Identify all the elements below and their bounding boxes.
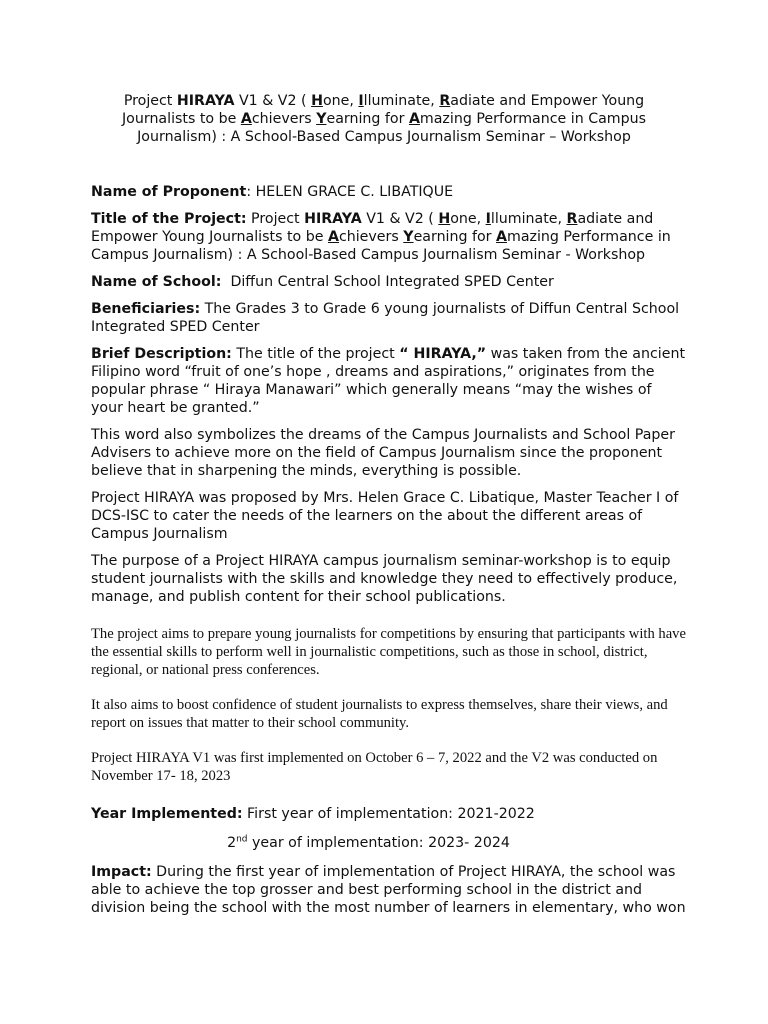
paragraph-aims: The project aims to prepare young journalists for competitions by ensuring that participants with have the essential skills to perform well in journalistic competitions, such as those in school, district, regional, or national press conferences.: [91, 626, 686, 678]
paragraph-symbolizes: This word also symbolizes the dreams of the Campus Journalists and School Paper Advisers to achieve more on the field of Campus Journalism since the proponent believe that in sharpening the minds, everything is possible.: [91, 427, 675, 479]
impact-value: During the first year of implementation of Project HIRAYA, the school was able to achieve the top grosser and best performing school in the district and division being the school with the most number of learners in elementary, who won: [91, 864, 686, 916]
year-implemented-label: Year Implemented:: [91, 806, 243, 822]
project-title-label: Title of the Project:: [91, 211, 247, 227]
proponent-value: : HELEN GRACE C. LIBATIQUE: [246, 184, 454, 200]
description-label: Brief Description:: [91, 346, 232, 362]
year-implemented-line: [91, 805, 686, 823]
school-value: Diffun Central School Integrated SPED Center: [221, 274, 554, 290]
proponent-label: Name of Proponent: [91, 184, 247, 200]
paragraph-implementation-dates: Project HIRAYA V1 was first implemented on October 6 – 7, 2022 and the V2 was conducted on November 17- 18, 2023: [91, 750, 658, 784]
paragraph-proposed: Project HIRAYA was proposed by Mrs. Helen Grace C. Libatique, Master Teacher I of DCS-ISC to cater the needs of the learners on the about the different areas of Campus Journalism: [91, 490, 679, 542]
document-title: Project HIRAYA V1 & V2 ( Hone, Illuminate, Radiate and Empower Young Journalists to be Achievers Yearning for Amazing Performance in Campus Journalism) : A School-Based Campus Journalism Seminar – Workshop: [122, 93, 646, 145]
impact-paragraph: [91, 863, 686, 917]
year-first: First year of implementation: 2021-2022: [242, 806, 535, 822]
beneficiaries-line: [91, 300, 686, 336]
paragraph-confidence: It also aims to boost confidence of student journalists to express themselves, share their views, and report on issues that matter to their school community.: [91, 697, 668, 731]
document-body: [91, 183, 686, 917]
school-line: [91, 273, 686, 291]
project-title-line: Title of the Project: Project HIRAYA V1 & V2 ( Hone, Illuminate, Radiate and Empower Young Journalists to be Achievers Yearning for Amazing Performance in Campus Journalism) : A School-Based Campus Journalism Seminar - Workshop: [91, 211, 671, 263]
paragraph-purpose: The purpose of a Project HIRAYA campus journalism seminar-workshop is to equip student journalists with the skills and knowledge they need to effectively produce, manage, and publish content for their school publications.: [91, 553, 678, 605]
school-label: Name of School:: [91, 274, 222, 290]
proponent-line: [91, 183, 686, 201]
impact-label: Impact:: [91, 864, 152, 880]
beneficiaries-value: The Grades 3 to Grade 6 young journalists of Diffun Central School Integrated SPED Center: [91, 301, 680, 335]
description-paragraph: Brief Description: The title of the project “ HIRAYA,” was taken from the ancient Filipino word “fruit of one’s hope , dreams and aspirations,” originates from the popular phrase “ Hiraya Manawari” which generally means “may the wishes of your heart be granted.”: [91, 346, 686, 416]
beneficiaries-label: Beneficiaries:: [91, 301, 201, 317]
year-second-line: 2nd year of implementation: 2023- 2024: [227, 834, 510, 851]
